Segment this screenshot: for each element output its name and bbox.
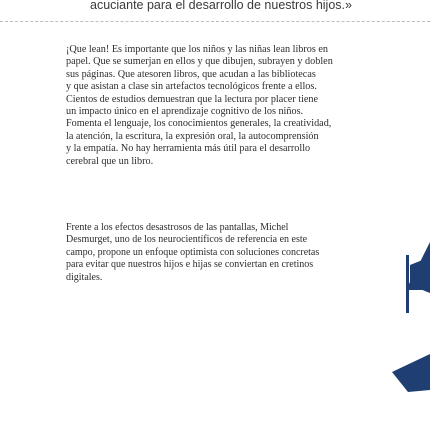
paragraph-2 [66, 222, 366, 284]
text-line: sus páginas. Que atesoren libros, que acudan a las bibliotecas [66, 68, 316, 80]
text-line: cerebral que un libro. [66, 155, 154, 167]
navy-bar-icon [404, 255, 412, 315]
navy-chevron-icon [392, 352, 430, 392]
text-line: la atención, la escritura, la expresión oral, la autocomprensión [66, 130, 319, 142]
text-line: Desmurget, uno de los neurocientíficos de referencia en este [66, 234, 308, 246]
quote-tail: acuciante para el desarrollo de nuestros hijos.» [90, 0, 352, 12]
text-line: Fomenta el lenguaje, los conocimientos generales, la creatividad, [66, 118, 332, 130]
quote-banner [0, 0, 430, 22]
text-line: y que asistan a clase sin artefactos tecnológicos frente a ellos. [66, 81, 317, 93]
text-line: un impacto único en el aprendizaje cognitivo de los niños. [66, 106, 304, 118]
paragraph-1 [66, 44, 366, 168]
text-line: campo, propone un enfoque optimista con soluciones concretas [66, 246, 320, 258]
text-line: Frente a los efectos desastrosos de las pantallas, Michel [66, 222, 289, 233]
text-line: para evitar que nuestros hijos e hijas se conviertan en cretinos [66, 259, 314, 271]
text-line: ¡Que lean! Es importante que los niños y las niñas lean libros en [66, 44, 328, 55]
text-line: Cientos de estudios demuestran que la lectura por placer tiene [66, 93, 319, 105]
text-line: y la empatía. No hay herramienta más útil para el desarrollo [66, 143, 311, 155]
text-line: digitales. [66, 271, 103, 283]
text-line: papel. Que se sumerjan en ellos y que dibujen, subrayen y doblen [66, 56, 333, 68]
